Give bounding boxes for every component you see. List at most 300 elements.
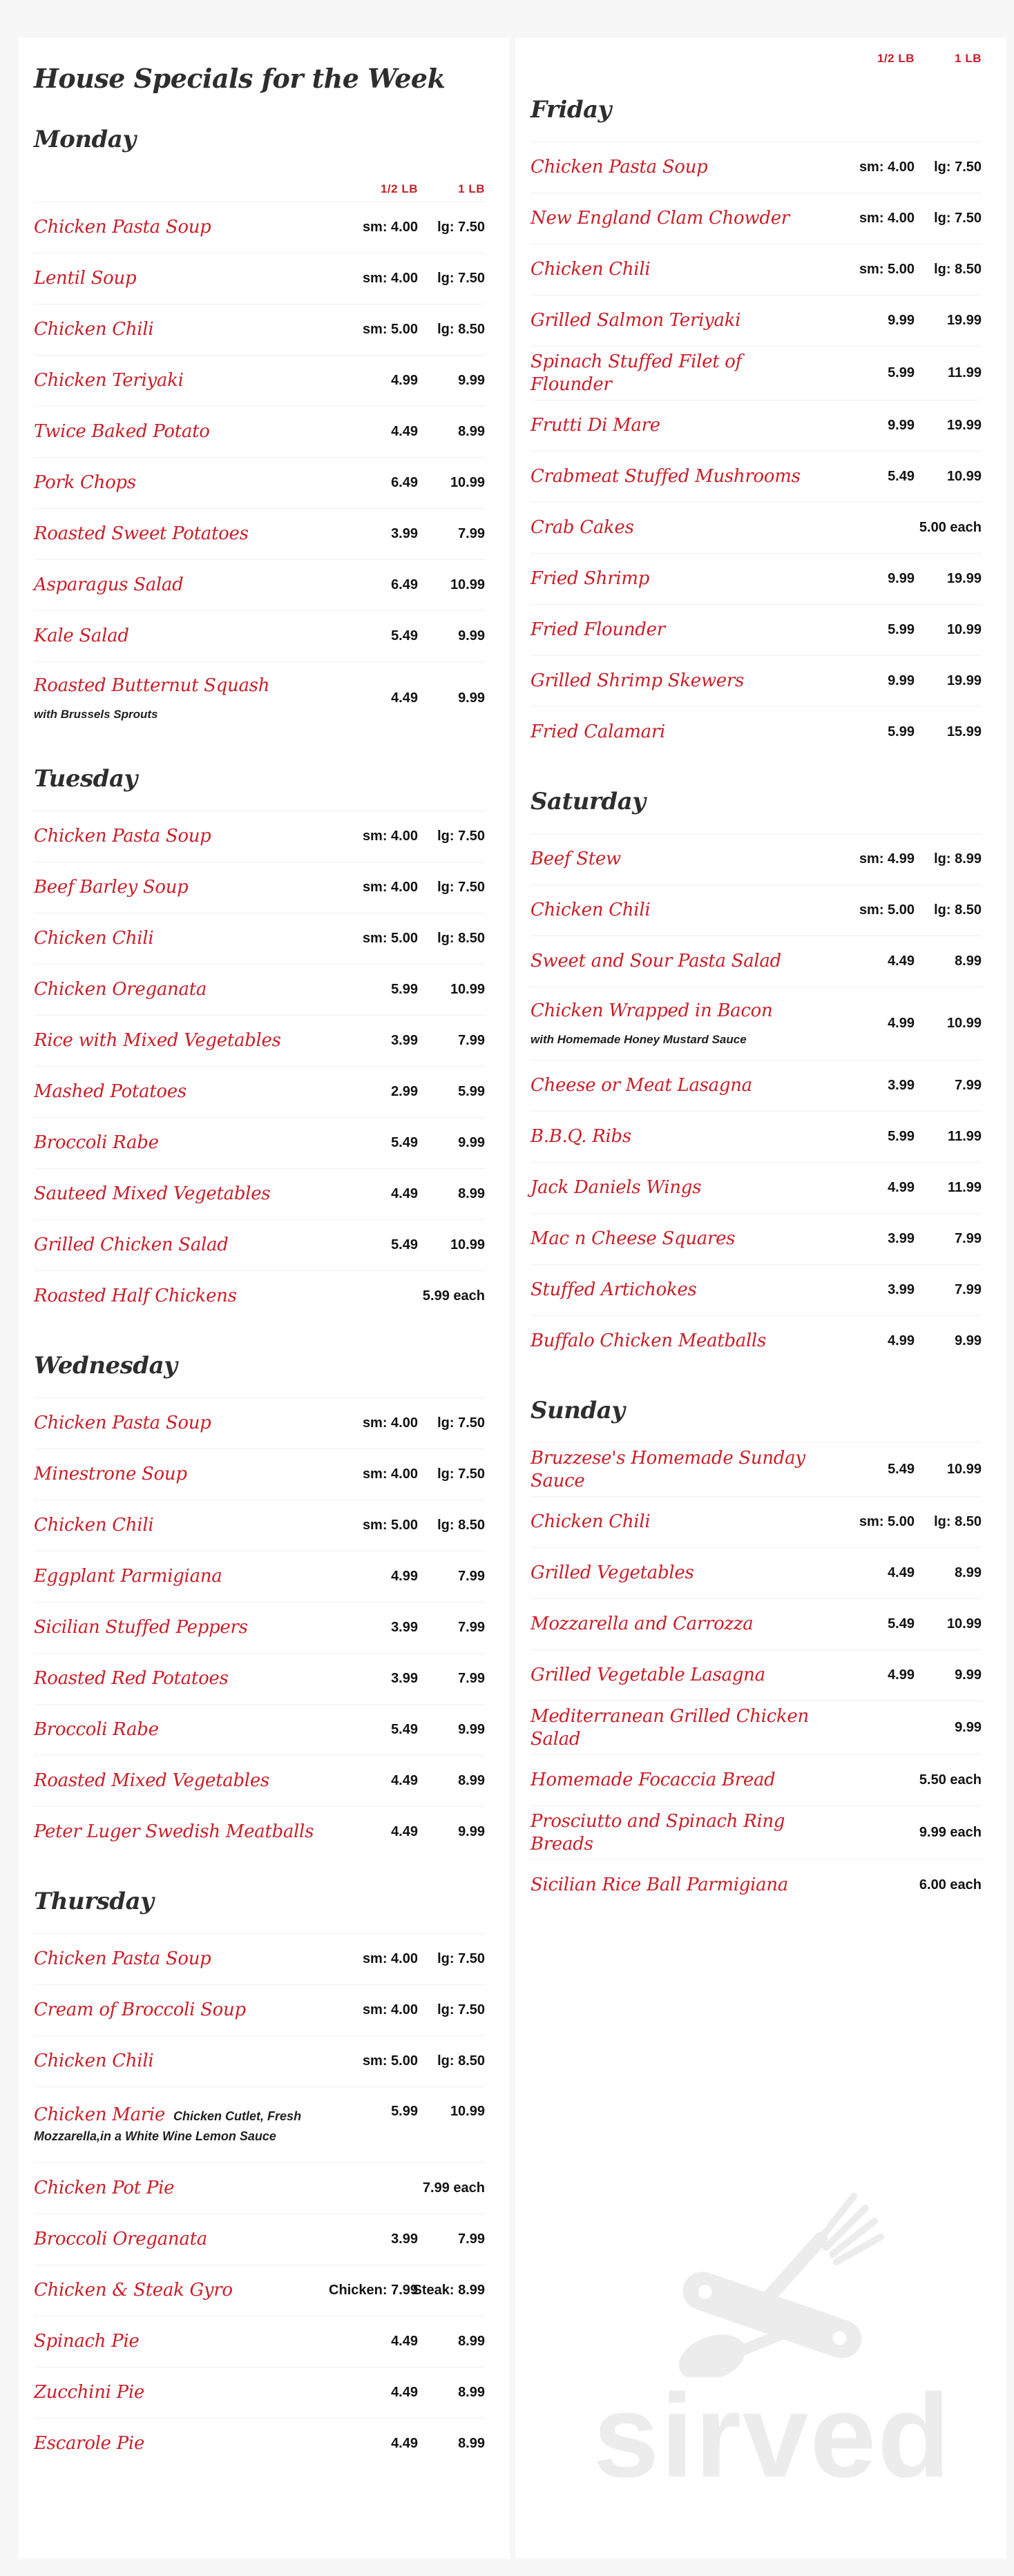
menu-item-row [34, 2214, 485, 2265]
item-price-half-lb: 4.49 [391, 424, 418, 439]
item-name: Chicken Chili [530, 259, 651, 280]
item-name: Homemade Focaccia Bread [530, 1770, 776, 1791]
item-price-one-lb: 7.99 [955, 1231, 982, 1246]
item-price-half-lb: 5.99 [391, 2104, 418, 2119]
menu-item-row [34, 1168, 485, 1219]
item-price-half-lb: 5.49 [888, 1616, 915, 1631]
item-name: Roasted Half Chickens [34, 1286, 237, 1307]
left-column-panel [19, 38, 510, 2559]
item-main [34, 1948, 335, 1970]
menu-item-row [530, 1547, 982, 1598]
day-section-sunday [530, 1366, 982, 1910]
item-price-one-lb: 9.99 [458, 1824, 485, 1839]
item-price-half-lb: 9.99 [888, 571, 915, 586]
item-price-each: 7.99 each [422, 2180, 485, 2196]
item-price-one-lb: 10.99 [946, 622, 982, 637]
menu-item-row [530, 987, 982, 1060]
item-name: Rice with Mixed Vegetables [34, 1030, 281, 1052]
item-description: Chicken Cutlet, Fresh Mozzarella,in a White Wine Lemon Sauce [34, 2109, 302, 2143]
item-price-one-lb: 19.99 [946, 673, 982, 688]
item-name: Chicken Marie [34, 2104, 166, 2125]
menu-item-row [34, 253, 485, 304]
item-name: Spinach Stuffed Filet of Flounder [530, 351, 742, 395]
menu-item-row [34, 202, 485, 253]
item-name: Zucchini Pie [34, 2382, 144, 2403]
item-price-half-lb: sm: 4.00 [362, 829, 418, 844]
item-name: Mozzarella and Carrozza [530, 1614, 754, 1635]
item-name: Broccoli Oreganata [34, 2229, 207, 2250]
item-name: Lentil Soup [34, 268, 137, 289]
item-price-half-lb: sm: 5.00 [859, 262, 915, 277]
item-name: Crabmeat Stuffed Mushrooms [530, 466, 801, 487]
menu-item-row [530, 1859, 982, 1910]
menu-item-row [530, 1213, 982, 1264]
item-price-half-lb: 3.99 [391, 2231, 418, 2247]
menu-item-row [34, 2367, 485, 2418]
item-price-one-lb: 9.99 [458, 628, 485, 643]
menu-item-row [530, 655, 982, 706]
item-price-one-lb: 10.99 [450, 577, 485, 592]
item-price-one-lb: 11.99 [948, 1180, 982, 1195]
item-main [530, 1705, 832, 1750]
item-name: Bruzzese's Homemade Sunday Sauce [530, 1448, 805, 1491]
item-price-one-lb: lg: 8.50 [934, 262, 982, 277]
menu-item-row [34, 508, 485, 559]
menu-item-row [530, 553, 982, 604]
item-main [34, 1463, 335, 1486]
item-main [530, 619, 832, 641]
menu-item-row [34, 2265, 485, 2316]
item-price-one-lb: 15.99 [946, 724, 982, 739]
item-price-one-lb: lg: 7.50 [934, 159, 982, 175]
item-price-half-lb: sm: 5.00 [362, 1518, 418, 1533]
menu-item-row [530, 1060, 982, 1111]
menu-item-row [530, 142, 982, 193]
item-price-each: 5.99 each [422, 1288, 485, 1304]
item-main [34, 1821, 335, 1843]
item-price-one-lb: 10.99 [946, 1016, 982, 1031]
item-name: Chicken Pasta Soup [34, 1413, 211, 1434]
item-price-one-lb: lg: 8.50 [437, 322, 485, 337]
item-price-half-lb: 4.49 [391, 690, 418, 706]
item-price-half-lb: 5.49 [888, 1462, 915, 1477]
item-price-one-lb: lg: 7.50 [437, 1951, 485, 1966]
item-main [530, 1074, 832, 1097]
item-price-half-lb: 4.99 [391, 1569, 418, 1584]
item-price-one-lb: 8.99 [458, 2385, 485, 2400]
item-name: Sweet and Sour Pasta Salad [530, 951, 781, 972]
item-price-one-lb: 19.99 [946, 571, 982, 586]
menu-item-row [530, 936, 982, 987]
menu-item-row [530, 1162, 982, 1213]
menu-item-row [530, 1315, 982, 1366]
item-main [530, 351, 832, 396]
item-price-half-lb: sm: 5.00 [859, 902, 915, 918]
item-price-half-lb: 4.49 [391, 2334, 418, 2349]
menu-item-row [34, 1755, 485, 1806]
menu-item-row [34, 559, 485, 610]
item-main [530, 414, 832, 437]
item-price-half-lb: 9.99 [888, 313, 915, 328]
item-name: Escarole Pie [34, 2433, 145, 2454]
item-name: Chicken Chili [530, 1511, 651, 1533]
item-name: Cheese or Meat Lasagna [530, 1075, 752, 1096]
item-price-one-lb: lg: 7.50 [437, 1415, 485, 1431]
item-price-each: 6.00 each [919, 1877, 982, 1892]
menu-item-row [34, 457, 485, 508]
item-price-half-lb: 5.49 [888, 469, 915, 484]
item-name: Chicken Chili [34, 1515, 154, 1536]
item-main [34, 2279, 335, 2302]
item-main [530, 899, 832, 922]
item-price-half-lb: sm: 4.00 [362, 1951, 418, 1966]
item-name: Chicken Chili [34, 2051, 154, 2072]
item-price-one-lb: 10.99 [450, 982, 485, 997]
item-price-one-lb: 10.99 [450, 475, 485, 490]
item-price-one-lb: Steak: 8.99 [412, 2283, 485, 2298]
item-name: Frutti Di Mare [530, 415, 660, 436]
item-main [34, 318, 335, 341]
item-price-one-lb: 8.99 [458, 1773, 485, 1788]
item-name: Chicken & Steak Gyro [34, 2280, 233, 2301]
item-main [34, 267, 335, 290]
menu-item-row [34, 1219, 485, 1270]
menu-item-row [530, 346, 982, 400]
item-main [34, 1770, 335, 1792]
menu-item-row [530, 502, 982, 553]
item-main [34, 1183, 335, 1205]
item-price-half-lb: 3.99 [888, 1078, 915, 1093]
day-section-friday [530, 66, 982, 757]
item-price-half-lb: 5.49 [391, 628, 418, 643]
item-price-half-lb: 4.99 [391, 373, 418, 388]
item-price-one-lb: lg: 7.50 [437, 829, 485, 844]
item-name: Grilled Salmon Teriyaki [530, 310, 741, 331]
item-name: Sicilian Rice Ball Parmigiana [530, 1875, 788, 1896]
item-price-one-lb: 8.99 [955, 1565, 982, 1580]
menu-item-row [34, 1653, 485, 1704]
item-price-one-lb: 10.99 [450, 1237, 485, 1252]
menu-item-row [530, 1649, 982, 1701]
item-price-half-lb: 4.49 [391, 2436, 418, 2451]
item-name: Chicken Teriyaki [34, 370, 184, 391]
item-price-half-lb: 5.99 [888, 724, 915, 739]
item-main [530, 516, 832, 539]
item-price-half-lb: sm: 4.99 [859, 851, 915, 866]
right-days-container [530, 66, 982, 1910]
item-description: with Homemade Honey Mustard Sauce [530, 1032, 747, 1046]
menu-item-row [34, 2316, 485, 2367]
item-main [530, 1613, 832, 1636]
item-price-each: 5.50 each [919, 1772, 982, 1788]
menu-item-row [530, 1111, 982, 1162]
watermark-text: sirved [593, 2369, 952, 2502]
item-price-half-lb: 6.49 [391, 475, 418, 490]
item-name: Spinach Pie [34, 2331, 140, 2352]
menu-item-row [34, 862, 485, 913]
item-name: Chicken Pasta Soup [530, 157, 708, 178]
menu-item-row [530, 1701, 982, 1754]
menu-item-row [34, 355, 485, 406]
item-name: Chicken Wrapped in Bacon [530, 1000, 773, 1022]
item-price-one-lb: 7.99 [458, 2231, 485, 2247]
item-price-half-lb: 5.99 [888, 622, 915, 637]
item-price-each: 5.00 each [919, 520, 982, 535]
item-name: Peter Luger Swedish Meatballs [34, 1821, 314, 1843]
item-main [34, 876, 335, 899]
item-price-one-lb: 8.99 [458, 2436, 485, 2451]
item-price-half-lb: 9.99 [888, 673, 915, 688]
item-name: Asparagus Salad [34, 574, 184, 596]
menu-item-row [530, 1754, 982, 1805]
item-main [34, 2050, 335, 2073]
item-name: Twice Baked Potato [34, 421, 210, 443]
day-heading-monday: Monday [34, 126, 136, 153]
item-main [530, 1874, 832, 1897]
half-lb-column-label: 1/2 LB [877, 52, 915, 65]
item-main [530, 1664, 832, 1687]
item-price-half-lb: sm: 5.00 [362, 322, 418, 337]
item-price-half-lb: 4.49 [391, 2385, 418, 2400]
item-price-half-lb: 9.99 [888, 418, 915, 433]
item-main [34, 2177, 335, 2200]
page-title: House Specials for the Week [34, 63, 446, 94]
item-name: Crab Cakes [530, 517, 634, 539]
item-main [34, 216, 335, 239]
menu-item-row [34, 1015, 485, 1066]
item-price-half-lb: sm: 4.00 [859, 211, 915, 226]
item-price-one-lb: 9.99 [955, 1720, 982, 1735]
knife-fork-spoon-icon [658, 2170, 886, 2377]
half-lb-column-label: 1/2 LB [380, 182, 418, 195]
item-price-half-lb: 5.99 [888, 365, 915, 380]
item-name: B.B.Q. Ribs [530, 1126, 631, 1147]
item-main [34, 420, 335, 443]
item-price-one-lb: 10.99 [946, 1616, 982, 1631]
item-price-one-lb: lg: 7.50 [437, 880, 485, 895]
menu-item-row [530, 1496, 982, 1547]
item-price-half-lb: 5.49 [391, 1722, 418, 1737]
item-price-one-lb: 11.99 [948, 365, 982, 380]
item-name: Chicken Pasta Soup [34, 1948, 211, 1970]
item-price-one-lb: 8.99 [458, 1186, 485, 1201]
menu-item-row [530, 451, 982, 502]
item-main [530, 309, 832, 332]
item-price-one-lb: lg: 8.50 [934, 902, 982, 918]
item-price-one-lb: lg: 8.50 [437, 2053, 485, 2069]
menu-item-row [34, 1984, 485, 2035]
item-price-one-lb: 7.99 [458, 1033, 485, 1048]
item-main [34, 574, 335, 597]
item-main [34, 1999, 335, 2022]
menu-item-row [34, 1602, 485, 1653]
item-name: Mediterranean Grilled Chicken Salad [530, 1706, 809, 1750]
item-price-one-lb: 10.99 [946, 469, 982, 484]
menu-item-row [530, 400, 982, 451]
menu-item-row [530, 706, 982, 757]
menu-item-row [530, 295, 982, 346]
menu-item-row [530, 1264, 982, 1315]
item-price-one-lb: 11.99 [948, 1129, 982, 1144]
item-main [34, 675, 335, 722]
item-main [530, 1000, 832, 1047]
day-heading-thursday: Thursday [34, 1888, 154, 1915]
item-price-one-lb: lg: 7.50 [437, 271, 485, 286]
item-main [530, 1176, 832, 1199]
item-main [34, 2330, 335, 2353]
item-name: Chicken Chili [34, 319, 154, 340]
item-main [530, 1562, 832, 1585]
item-price-half-lb: 5.49 [391, 1135, 418, 1150]
day-heading-friday: Friday [530, 96, 611, 124]
item-main [34, 1718, 335, 1741]
menu-item-row [530, 244, 982, 295]
item-main [530, 1279, 832, 1301]
item-name: Buffalo Chicken Meatballs [530, 1330, 767, 1352]
right-column-panel [515, 38, 1006, 2559]
item-main [530, 950, 832, 973]
item-price-one-lb: 7.99 [955, 1282, 982, 1297]
day-section-saturday [530, 757, 982, 1366]
item-price-one-lb: 7.99 [458, 1620, 485, 1635]
item-price-half-lb: 4.49 [391, 1773, 418, 1788]
item-price-half-lb: 4.99 [888, 1016, 915, 1031]
menu-item-row [34, 661, 485, 735]
item-price-one-lb: lg: 7.50 [437, 220, 485, 235]
item-name: Broccoli Rabe [34, 1132, 159, 1154]
item-main [530, 156, 832, 179]
item-main [34, 1514, 335, 1537]
item-main [530, 1125, 832, 1148]
menu-item-row [34, 1806, 485, 1857]
one-lb-column-label: 1 LB [955, 52, 982, 65]
item-main [34, 1412, 335, 1435]
item-name: Beef Barley Soup [34, 877, 189, 898]
item-price-one-lb: 19.99 [946, 418, 982, 433]
menu-item-row [34, 2162, 485, 2214]
menu-item-row [34, 1933, 485, 1984]
menu-item-row [34, 1397, 485, 1449]
item-name: Chicken Pot Pie [34, 2178, 175, 2199]
menu-item-row [34, 1066, 485, 1117]
item-main [530, 1511, 832, 1533]
item-price-half-lb: 2.99 [391, 1084, 418, 1099]
item-price-half-lb: 3.99 [391, 1671, 418, 1686]
item-name: Pork Chops [34, 472, 136, 494]
item-price-one-lb: 10.99 [946, 1462, 982, 1477]
item-name: Cream of Broccoli Soup [34, 1999, 246, 2021]
item-name: Chicken Chili [530, 900, 651, 921]
menu-item-row [34, 2035, 485, 2086]
item-price-one-lb: 8.99 [458, 2334, 485, 2349]
menu-item-row [530, 833, 982, 884]
item-price-one-lb: 9.99 [955, 1667, 982, 1683]
item-name: Jack Daniels Wings [530, 1177, 702, 1199]
item-price-half-lb: 3.99 [391, 1620, 418, 1635]
item-price-one-lb: 9.99 [955, 1333, 982, 1348]
item-name: Roasted Butternut Squash [34, 675, 270, 697]
item-name: Grilled Shrimp Skewers [530, 670, 745, 692]
item-description: with Brussels Sprouts [34, 707, 158, 721]
item-price-one-lb: 9.99 [458, 690, 485, 706]
item-name: Roasted Mixed Vegetables [34, 1770, 269, 1792]
item-price-half-lb: 5.99 [888, 1129, 915, 1144]
menu-item-row [34, 610, 485, 661]
item-price-one-lb: 9.99 [458, 1722, 485, 1737]
menu-item-row [530, 1442, 982, 1496]
day-section-monday [34, 95, 485, 735]
item-main [34, 523, 335, 545]
item-name: Eggplant Parmigiana [34, 1566, 222, 1587]
item-price-half-lb: Chicken: 7.99 [329, 2283, 418, 2298]
item-price-half-lb: sm: 4.00 [362, 2002, 418, 2017]
item-main [34, 927, 335, 950]
item-name: Chicken Chili [34, 928, 154, 949]
item-name: Broccoli Rabe [34, 1719, 159, 1741]
item-name: Stuffed Artichokes [530, 1279, 697, 1301]
item-name: Kale Salad [34, 626, 129, 647]
item-main [34, 2228, 335, 2251]
item-price-half-lb: sm: 5.00 [362, 2053, 418, 2069]
item-price-half-lb: 4.99 [888, 1180, 915, 1195]
item-main [530, 258, 832, 281]
menu-item-row [530, 604, 982, 655]
item-price-half-lb: sm: 4.00 [362, 880, 418, 895]
menu-item-row [34, 2418, 485, 2469]
item-price-half-lb: 4.49 [888, 953, 915, 969]
item-price-half-lb: 4.49 [391, 1186, 418, 1201]
item-price-one-lb: 8.99 [955, 953, 982, 969]
menu-item-row [34, 964, 485, 1015]
item-price-each: 9.99 each [919, 1825, 982, 1840]
item-price-one-lb: 7.99 [458, 1671, 485, 1686]
menu-item-row [530, 884, 982, 936]
item-price-one-lb: 7.99 [955, 1078, 982, 1093]
item-main [530, 721, 832, 744]
day-heading-wednesday: Wednesday [34, 1352, 178, 1379]
item-main [34, 1667, 335, 1690]
item-price-half-lb: 6.49 [391, 577, 418, 592]
item-name: New England Clam Chowder [530, 208, 790, 229]
menu-item-row [530, 193, 982, 244]
size-columns-header [530, 38, 982, 66]
item-name: Grilled Vegetables [530, 1562, 694, 1584]
item-main [34, 1029, 335, 1052]
item-main [34, 825, 335, 848]
item-price-one-lb: lg: 8.99 [934, 851, 982, 866]
day-heading-sunday: Sunday [530, 1397, 625, 1424]
item-name: Grilled Chicken Salad [34, 1234, 229, 1256]
day-section-tuesday [34, 735, 485, 1321]
menu-item-row [34, 1704, 485, 1755]
item-price-half-lb: sm: 4.00 [859, 159, 915, 175]
menu-item-row [34, 913, 485, 964]
item-main [530, 1447, 832, 1492]
item-price-one-lb: lg: 7.50 [437, 1466, 485, 1482]
item-price-one-lb: lg: 7.50 [934, 211, 982, 226]
item-main [34, 1234, 335, 1257]
menu-item-row [34, 811, 485, 862]
item-name: Beef Stew [530, 849, 621, 870]
item-price-one-lb: 5.99 [458, 1084, 485, 1099]
item-name: Grilled Vegetable Lasagna [530, 1665, 765, 1686]
item-main [530, 465, 832, 488]
day-section-wednesday [34, 1321, 485, 1857]
item-main [34, 2104, 335, 2147]
item-price-one-lb: 9.99 [458, 373, 485, 388]
item-price-one-lb: lg: 8.50 [437, 931, 485, 946]
item-price-half-lb: sm: 4.00 [362, 1415, 418, 1431]
